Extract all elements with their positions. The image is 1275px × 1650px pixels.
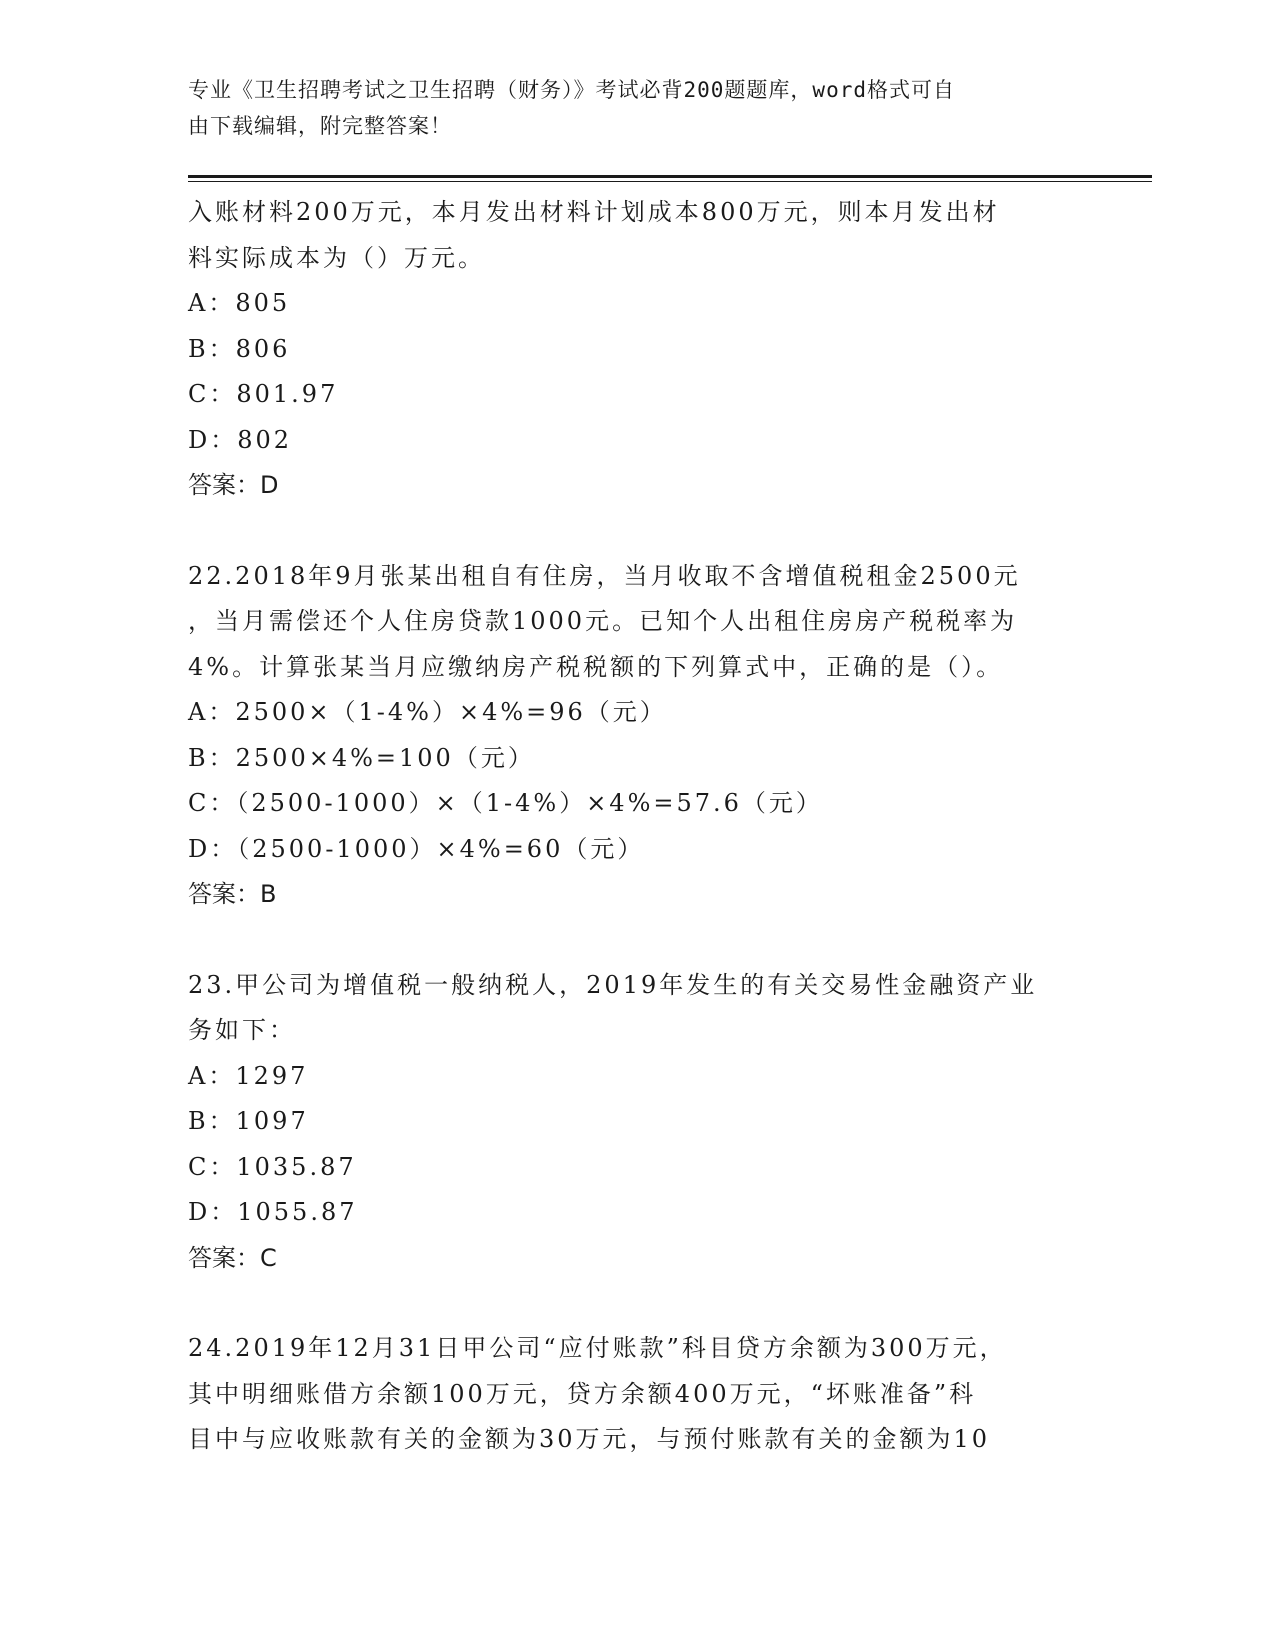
header-line: 由下载编辑，附完整答案！ <box>188 114 452 138</box>
answer-line: 答案：C <box>188 1243 277 1272</box>
question-text-line: ，当月需偿还个人住房贷款1000元。已知个人出租住房房产税税率为 <box>188 607 1018 635</box>
option-c: C：1035.87 <box>188 1152 357 1181</box>
option-b: B：806 <box>188 334 291 363</box>
option-d: D：802 <box>188 425 293 454</box>
question-text-line: 22.2018年9月张某出租自有住房，当月收取不含增值税租金2500元 <box>188 561 1021 590</box>
question-21 <box>188 190 1088 509</box>
header-divider-thin <box>188 181 1152 182</box>
question-text-line: 料实际成本为（）万元。 <box>188 243 485 272</box>
document-header <box>188 72 1068 144</box>
question-22 <box>188 554 1088 918</box>
option-c: C：（2500-1000）×（1-4%）×4%=57.6（元） <box>188 789 823 817</box>
header-divider-thick <box>188 175 1152 178</box>
question-text-line: 23.甲公司为增值税一般纳税人，2019年发生的有关交易性金融资产业 <box>188 970 1038 999</box>
option-a: A：805 <box>188 289 291 317</box>
question-text-line: 4%。计算张某当月应缴纳房产税税额的下列算式中，正确的是（）。 <box>188 652 1004 681</box>
option-d: D：1055.87 <box>188 1198 358 1226</box>
question-list <box>188 190 1088 1463</box>
option-a: A：1297 <box>188 1061 309 1090</box>
question-text-line: 其中明细账借方余额100万元，贷方余额400万元，“坏账准备”科 <box>188 1379 977 1408</box>
option-b: B：1097 <box>188 1107 309 1135</box>
question-24 <box>188 1326 1088 1463</box>
question-text-line: 24.2019年12月31日甲公司“应付账款”科目贷方余额为300万元， <box>188 1334 1007 1362</box>
answer-line: 答案：B <box>188 880 277 908</box>
header-line: 专业《卫生招聘考试之卫生招聘（财务）》考试必背200题题库，word格式可自 <box>188 78 955 102</box>
question-text-line: 入账材料200万元，本月发出材料计划成本800万元，则本月发出材 <box>188 198 1000 226</box>
option-d: D：（2500-1000）×4%=60（元） <box>188 834 645 863</box>
option-c: C：801.97 <box>188 380 339 408</box>
answer-line: 答案：D <box>188 471 279 499</box>
question-text-line: 目中与应收账款有关的金额为30万元，与预付账款有关的金额为10 <box>188 1425 991 1453</box>
question-23 <box>188 963 1088 1282</box>
question-text-line: 务如下： <box>188 1016 296 1044</box>
option-a: A：2500×（1-4%）×4%=96（元） <box>188 698 667 726</box>
option-b: B：2500×4%=100（元） <box>188 743 535 772</box>
